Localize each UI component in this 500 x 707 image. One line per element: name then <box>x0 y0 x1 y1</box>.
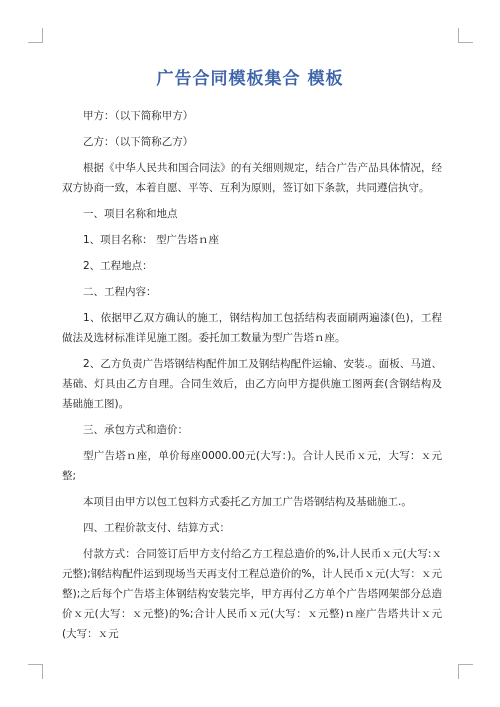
paragraph-contract-mode: 本项目由甲方以包工包料方式委托乙方加工广告塔钢结构及基础施工.。 <box>83 496 412 508</box>
section-heading-1: 一、项目名称和地点 <box>83 208 178 220</box>
paragraph-preamble: 根据《中华人民共和国合同法》的有关细则规定，结合广告产品具体情况，经双方协商一致，本着自愿、平等、互利为原则，签订如下条款，共同遵信执守。 <box>62 162 442 194</box>
paragraph-price: 型广告塔ｎ座，单价每座0000.00元(大写：)。合计人民币ｘ元，大写：ｘ元整; <box>62 450 442 482</box>
paragraph-payment: 付款方式：合同签订后甲方支付给乙方工程总造价的%,计人民币ｘ元(大写:ｘ元整);钢结构配件运到现场当天再支付工程总造价的%，计人民币ｘ元(大写：ｘ元整);之后每个广告塔主体钢结构安装完毕，甲方再付乙方单个广告塔网架部分总造价ｘ元(大写：ｘ元整)的%;合计人民币ｘ元(大写：ｘ元整)ｎ座广告塔共计ｘ元(大写：ｘ元 <box>62 548 442 640</box>
crop-mark-top-left <box>28 28 43 43</box>
section-heading-4: 四、工程价款支付、结算方式： <box>83 522 230 534</box>
crop-mark-bottom-left <box>28 664 43 679</box>
section-heading-2: 二、工程内容： <box>83 286 157 298</box>
document-title: 广告合同模板集合 模板 <box>156 69 344 89</box>
paragraph-party-a: 甲方：（以下简称甲方） <box>83 110 194 122</box>
paragraph-project-location: 2、工程地点： <box>83 260 153 272</box>
document-body <box>62 106 442 650</box>
paragraph-content-2: 2、乙方负责广告塔钢结构配件加工及钢结构配件运输、安装.。面板、马道、基础、灯具由乙方自理。合同生效后，由乙方向甲方提供施工图两套(含钢结构及基础施工图)。 <box>62 358 442 410</box>
paragraph-content-1: 1、依据甲乙双方确认的施工，钢结构加工包括结构表面刷两遍漆(色)，工程做法及选材标准详见施工图。委托加工数量为型广告塔ｎ座。 <box>62 312 442 344</box>
paragraph-project-name: 1、项目名称： 型广告塔ｎ座 <box>83 234 220 246</box>
paragraph-party-b: 乙方：（以下简称乙方） <box>83 136 194 148</box>
section-heading-3: 三、承包方式和造价： <box>83 424 188 436</box>
crop-mark-top-right <box>458 28 473 43</box>
crop-mark-bottom-right <box>458 664 473 679</box>
